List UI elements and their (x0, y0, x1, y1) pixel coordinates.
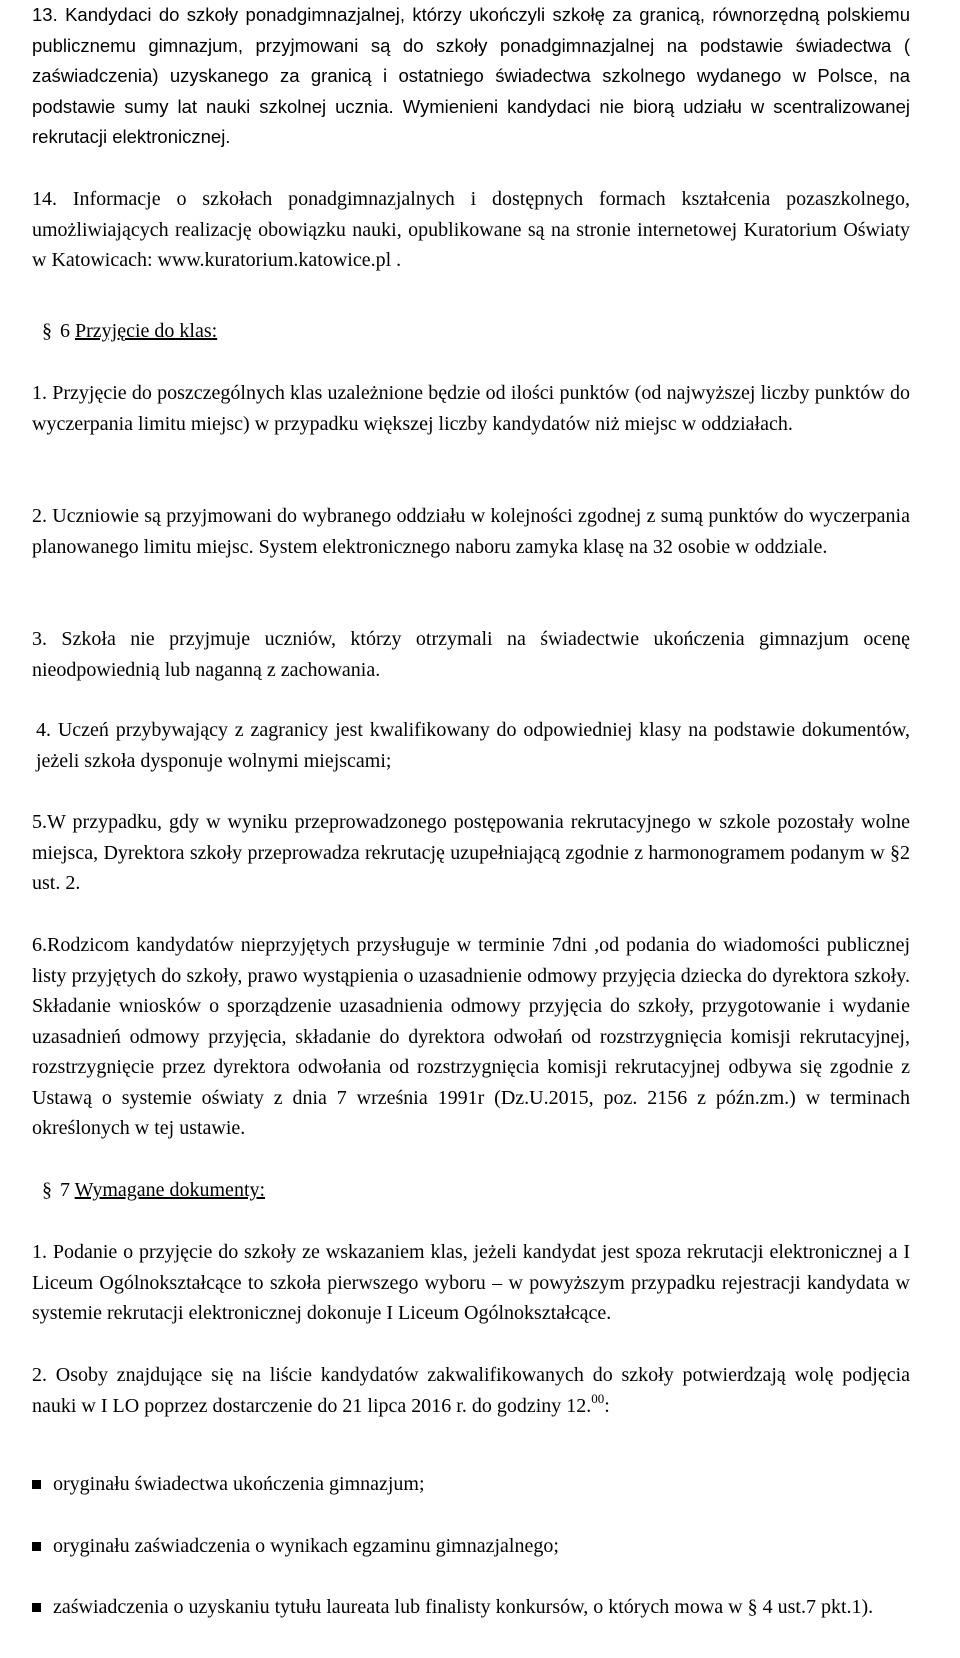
bullet-text: oryginału świadectwa ukończenia gimnazjum; (53, 1473, 425, 1495)
item-2-colon: : (604, 1394, 610, 1417)
section-sign: § (42, 1179, 52, 1201)
section-6-heading (42, 316, 217, 347)
bullet-list-item (32, 1592, 910, 1623)
section-6-item-3: 3. Szkoła nie przyjmuje uczniów, którzy otrzymali na świadectwie ukończenia gimnazjum ocenę nieodpowiednią lub naganną z zachowania. (32, 628, 910, 681)
item-2-text: 2. Osoby znajdujące się na liście kandydatów zakwalifikowanych do szkoły potwierdzają wolę podjęcia nauki w I LO poprzez dostarczenie do 21 lipca 2016 r. do godziny 12. (32, 1364, 910, 1417)
section-6-item-5: 5.W przypadku, gdy w wyniku przeprowadzonego postępowania rekrutacyjnego w szkole pozostały wolne miejsca, Dyrektora szkoły przeprowadza rekrutację uzupełniającą zgodnie z harmonogramem podanym w §2 ust. 2. (32, 811, 910, 894)
bullet-text: oryginału zaświadczenia o wynikach egzaminu gimnazjalnego; (53, 1535, 559, 1557)
section-number: 7 (60, 1179, 70, 1201)
section-7-item-2 (32, 1360, 910, 1421)
section-sign: § (42, 320, 52, 342)
square-bullet-icon (32, 1542, 41, 1551)
paragraph-13: 13. Kandydaci do szkoły ponadgimnazjalnej, którzy ukończyli szkołę za granicą, równorzędną polskiemu publicznemu gimnazjum, przyjmowani są do szkoły ponadgimnazjalnej na podstawie świadectwa ( zaświadczenia) uzyskanego za granicą i ostatniego świadectwa szkolnego wydanego w Polsce, na podstawie sumy lat nauki szkolnej ucznia. Wymienieni kandydaci nie biorą udziału w scentralizowanej rekrutacji elektronicznej. (32, 4, 910, 147)
section-title: Wymagane dokumenty: (74, 1179, 266, 1201)
square-bullet-icon (32, 1603, 41, 1612)
paragraph-14: 14. Informacje o szkołach ponadgimnazjalnych i dostępnych formach kształcenia pozaszkolnego, umożliwiających realizację obowiązku nauki, opublikowane są na stronie internetowej Kuratorium Oświaty w Katowicach: www.kuratorium.katowice.pl . (32, 188, 910, 271)
bullet-list-item (32, 1531, 910, 1562)
section-7-heading (42, 1175, 265, 1206)
section-7-item-1: 1. Podanie o przyjęcie do szkoły ze wskazaniem klas, jeżeli kandydat jest spoza rekrutacji elektronicznej a I Liceum Ogólnokształcące to szkoła pierwszego wyboru – w powyższym przypadku rejestracji kandydata w systemie rekrutacji elektronicznej dokonuje I Liceum Ogólnokształcące. (32, 1241, 910, 1324)
square-bullet-icon (32, 1480, 41, 1489)
section-title: Przyjęcie do klas: (75, 320, 218, 342)
section-6-item-4: 4. Uczeń przybywający z zagranicy jest kwalifikowany do odpowiedniej klasy na podstawie dokumentów, jeżeli szkoła dysponuje wolnymi miejscami; (36, 719, 910, 772)
bullet-text: zaświadczenia o uzyskaniu tytułu laureata lub finalisty konkursów, o których mowa w § 4 ust.7 pkt.1). (53, 1596, 874, 1618)
section-6-item-1: 1. Przyjęcie do poszczególnych klas uzależnione będzie od ilości punktów (od najwyższej liczby punktów do wyczerpania limitu miejsc) w przypadku większej liczby kandydatów niż miejsc w oddziałach. (32, 382, 910, 435)
section-number: 6 (60, 320, 70, 342)
section-6-item-2: 2. Uczniowie są przyjmowani do wybranego oddziału w kolejności zgodnej z sumą punktów do wyczerpania planowanego limitu miejsc. System elektronicznego naboru zamyka klasę na 32 osobie w oddziale. (32, 505, 910, 558)
bullet-list-item (32, 1469, 910, 1500)
section-6-item-6: 6.Rodzicom kandydatów nieprzyjętych przysługuje w terminie 7dni ,od podania do wiadomości publicznej listy przyjętych do szkoły, prawo wystąpienia o uzasadnienie odmowy przyjęcia dziecka do dyrektora szkoły. Składanie wniosków o sporządzenie uzasadnienia odmowy przyjęcia do szkoły, przygotowanie i wydanie uzasadnień odmowy przyjęcia, składanie do dyrektora odwołań od rozstrzygnięcia komisji rekrutacyjnej, rozstrzygnięcie przez dyrektora odwołania od rozstrzygnięcia komisji rekrutacyjnej odbywa się zgodnie z Ustawą o systemie oświaty z dnia 7 września 1991r (Dz.U.2015, poz. 2156 z późn.zm.) w terminach określonych w tej ustawie. (32, 934, 910, 1139)
item-2-superscript: 00 (591, 1390, 605, 1406)
